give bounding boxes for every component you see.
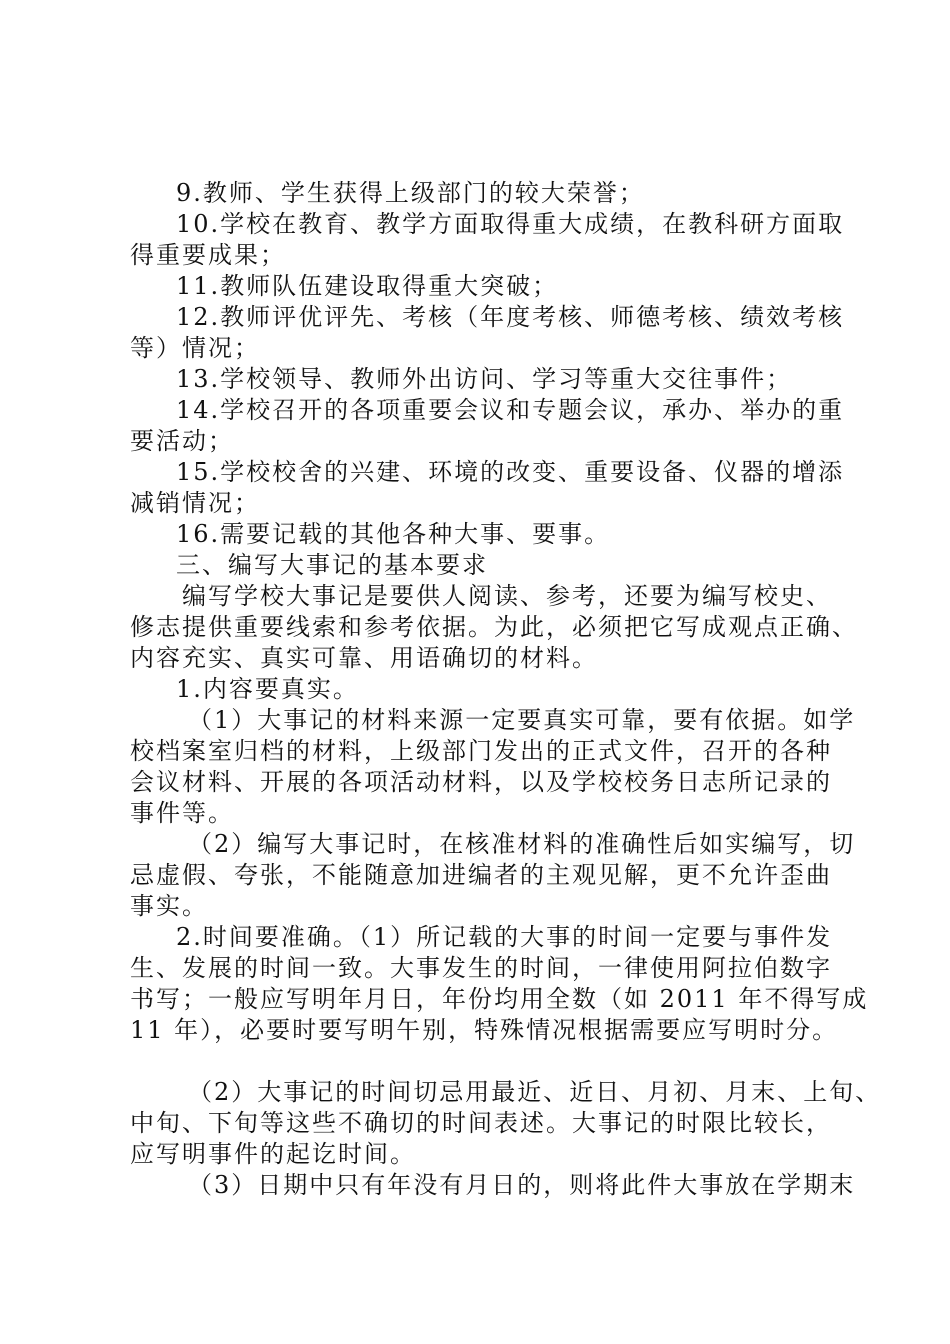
text-line: 事件等。 xyxy=(130,799,234,827)
text-line: 得重要成果； xyxy=(130,241,286,269)
text-line: 修志提供重要线索和参考依据。为此，必须把它写成观点正确、 xyxy=(130,613,858,641)
text-line: 减销情况； xyxy=(130,489,260,517)
text-line: 要活动； xyxy=(130,427,234,455)
text-line: 生、发展的时间一致。大事发生的时间，一律使用阿拉伯数字 xyxy=(130,954,832,982)
text-line: 11 年），必要时要写明午别，特殊情况根据需要应写明时分。 xyxy=(130,1016,839,1044)
text-line: 内容充实、真实可靠、用语确切的材料。 xyxy=(130,644,598,672)
text-line: 等）情况； xyxy=(130,334,260,362)
text-line: 应写明事件的起讫时间。 xyxy=(130,1140,416,1168)
text-line: 会议材料、开展的各项活动材料，以及学校校务日志所记录的 xyxy=(130,768,832,796)
text-line: 事实。 xyxy=(130,892,208,920)
text-line: （2）大事记的时间切忌用最近、近日、月初、月末、上旬、 xyxy=(188,1078,882,1106)
text-line: 忌虚假、夸张，不能随意加进编者的主观见解，更不允许歪曲 xyxy=(130,861,832,889)
text-line: 书写；一般应写明年月日，年份均用全数（如 2011 年不得写成 xyxy=(130,985,869,1013)
text-line: 校档案室归档的材料，上级部门发出的正式文件，召开的各种 xyxy=(130,737,832,765)
text-line: 10.学校在教育、教学方面取得重大成绩，在教科研方面取 xyxy=(176,210,845,238)
text-line: 2.时间要准确。（1）所记载的大事的时间一定要与事件发 xyxy=(176,923,833,951)
text-line: （1）大事记的材料来源一定要真实可靠，要有依据。如学 xyxy=(188,706,856,734)
text-line: 中旬、下旬等这些不确切的时间表述。大事记的时限比较长， xyxy=(130,1109,832,1137)
text-line: 1.内容要真实。 xyxy=(176,675,359,703)
text-line: （3）日期中只有年没有月日的，则将此件大事放在学期末 xyxy=(188,1171,856,1199)
text-line: 12.教师评优评先、考核（年度考核、师德考核、绩效考核 xyxy=(176,303,845,331)
text-line: 16.需要记载的其他各种大事、要事。 xyxy=(176,520,611,548)
text-line: （2）编写大事记时，在核准材料的准确性后如实编写，切 xyxy=(188,830,856,858)
text-line: 14.学校召开的各项重要会议和专题会议，承办、举办的重 xyxy=(176,396,845,424)
text-line: 11.教师队伍建设取得重大突破； xyxy=(176,272,559,300)
text-line: 9.教师、学生获得上级部门的较大荣誉； xyxy=(176,179,645,207)
text-line: 13.学校领导、教师外出访问、学习等重大交往事件； xyxy=(176,365,793,393)
section-heading: 三、编写大事记的基本要求 xyxy=(176,551,488,579)
text-line: 编写学校大事记是要供人阅读、参考，还要为编写校史、 xyxy=(182,582,832,610)
text-line: 15.学校校舍的兴建、环境的改变、重要设备、仪器的增添 xyxy=(176,458,845,486)
